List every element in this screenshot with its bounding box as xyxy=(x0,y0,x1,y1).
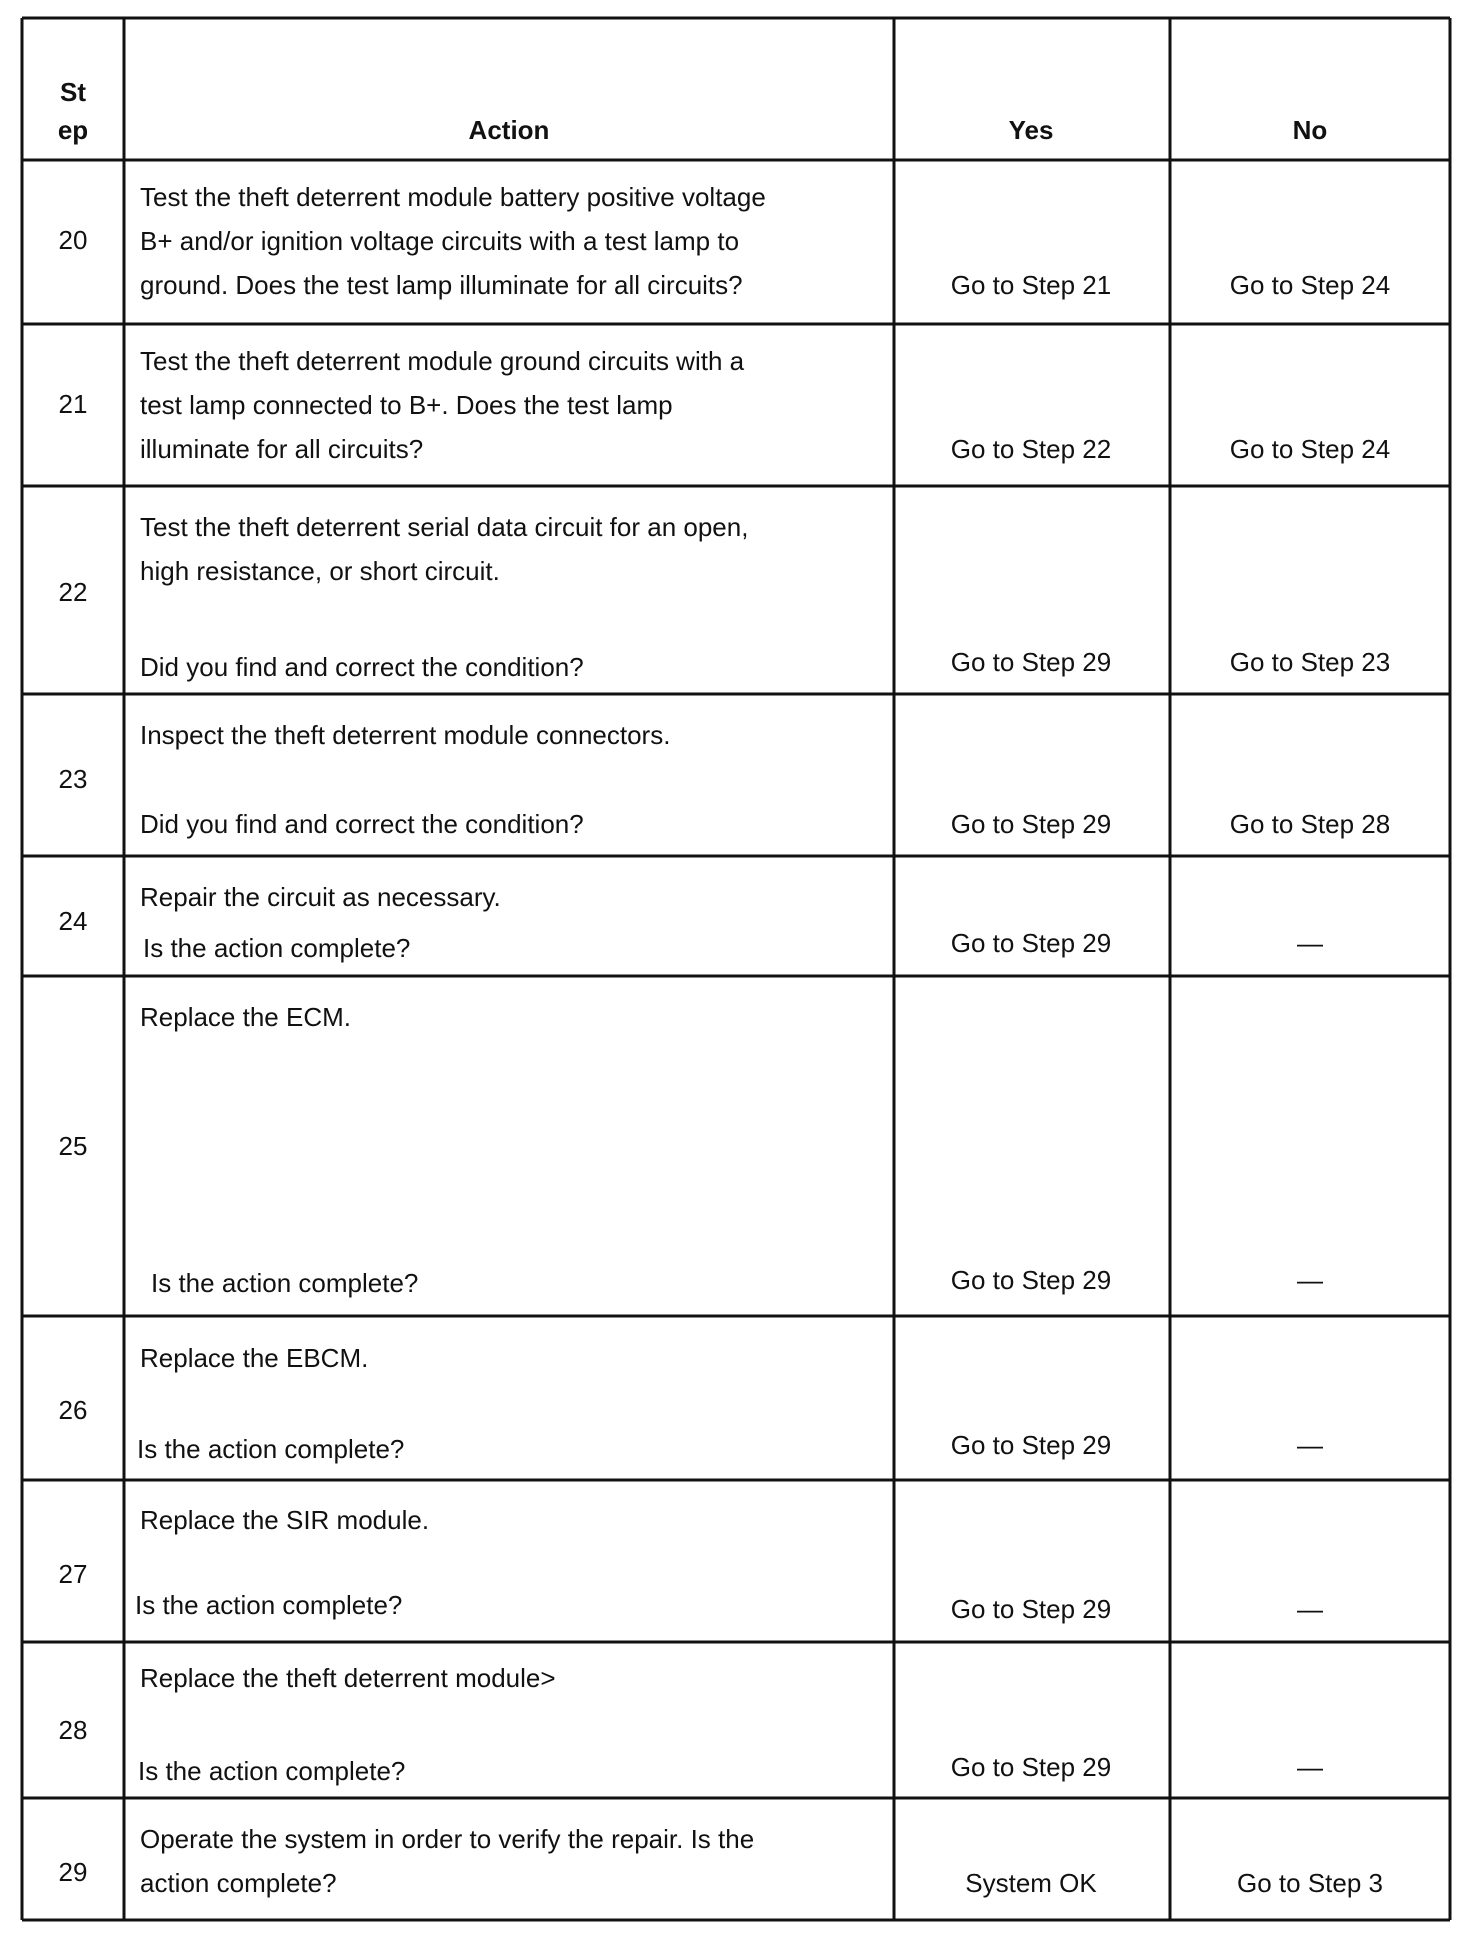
step-number: 21 xyxy=(58,389,88,419)
header-step-line2: ep xyxy=(57,115,89,145)
header-step-line1: St xyxy=(60,77,86,107)
action-text: Did you find and correct the condition? xyxy=(140,652,584,682)
no-result: Go to Step 23 xyxy=(1229,647,1391,677)
action-text: Is the action complete? xyxy=(135,1590,403,1620)
action-text: Replace the SIR module. xyxy=(140,1505,430,1535)
yes-result: Go to Step 21 xyxy=(950,270,1112,300)
step-number: 27 xyxy=(58,1559,88,1589)
action-text: ground. Does the test lamp illuminate for all circuits? xyxy=(140,270,743,300)
action-text: Replace the theft deterrent module> xyxy=(140,1663,556,1693)
header-yes: Yes xyxy=(1008,115,1054,145)
action-text: Is the action complete? xyxy=(137,1434,405,1464)
no-result: — xyxy=(1297,1265,1323,1295)
no-result: Go to Step 3 xyxy=(1237,1868,1383,1898)
action-text: Did you find and correct the condition? xyxy=(140,809,584,839)
action-text: illuminate for all circuits? xyxy=(140,434,424,464)
action-text: high resistance, or short circuit. xyxy=(140,556,500,586)
yes-result: Go to Step 29 xyxy=(950,928,1112,958)
no-result: Go to Step 24 xyxy=(1229,270,1391,300)
action-text: Replace the ECM. xyxy=(140,1002,351,1032)
step-number: 22 xyxy=(58,577,88,607)
action-text: Repair the circuit as necessary. xyxy=(140,882,501,912)
action-text: Is the action complete? xyxy=(151,1268,419,1298)
action-text: Test the theft deterrent module battery positive voltage xyxy=(140,182,766,212)
header-action: Action xyxy=(468,115,550,145)
step-number: 29 xyxy=(58,1857,88,1887)
header-no: No xyxy=(1292,115,1328,145)
action-text: action complete? xyxy=(140,1868,337,1898)
action-text: Inspect the theft deterrent module connectors. xyxy=(140,720,671,750)
yes-result: Go to Step 29 xyxy=(950,1265,1112,1295)
action-text: Replace the EBCM. xyxy=(140,1343,369,1373)
action-text: Operate the system in order to verify the repair. Is the xyxy=(140,1824,755,1854)
no-result: — xyxy=(1297,1430,1323,1460)
no-result: Go to Step 28 xyxy=(1229,809,1391,839)
yes-result: Go to Step 29 xyxy=(950,1594,1112,1624)
action-text: Is the action complete? xyxy=(138,1756,406,1786)
step-number: 24 xyxy=(58,906,88,936)
step-number: 20 xyxy=(58,225,88,255)
yes-result: Go to Step 29 xyxy=(950,1430,1112,1460)
no-result: — xyxy=(1297,928,1323,958)
action-text: Test the theft deterrent serial data circuit for an open, xyxy=(140,512,749,542)
no-result: — xyxy=(1297,1752,1323,1782)
yes-result: Go to Step 22 xyxy=(950,434,1112,464)
no-result: Go to Step 24 xyxy=(1229,434,1391,464)
yes-result: Go to Step 29 xyxy=(950,809,1112,839)
action-text: Test the theft deterrent module ground circuits with a xyxy=(140,346,745,376)
step-number: 28 xyxy=(58,1715,88,1745)
action-text: B+ and/or ignition voltage circuits with a test lamp to xyxy=(140,226,740,256)
action-text: test lamp connected to B+. Does the test lamp xyxy=(140,390,673,420)
step-number: 25 xyxy=(58,1131,88,1161)
step-number: 23 xyxy=(58,764,88,794)
no-result: — xyxy=(1297,1594,1323,1624)
action-text: Is the action complete? xyxy=(143,933,411,963)
step-number: 26 xyxy=(58,1395,88,1425)
yes-result: Go to Step 29 xyxy=(950,647,1112,677)
yes-result: System OK xyxy=(965,1868,1097,1898)
yes-result: Go to Step 29 xyxy=(950,1752,1112,1782)
